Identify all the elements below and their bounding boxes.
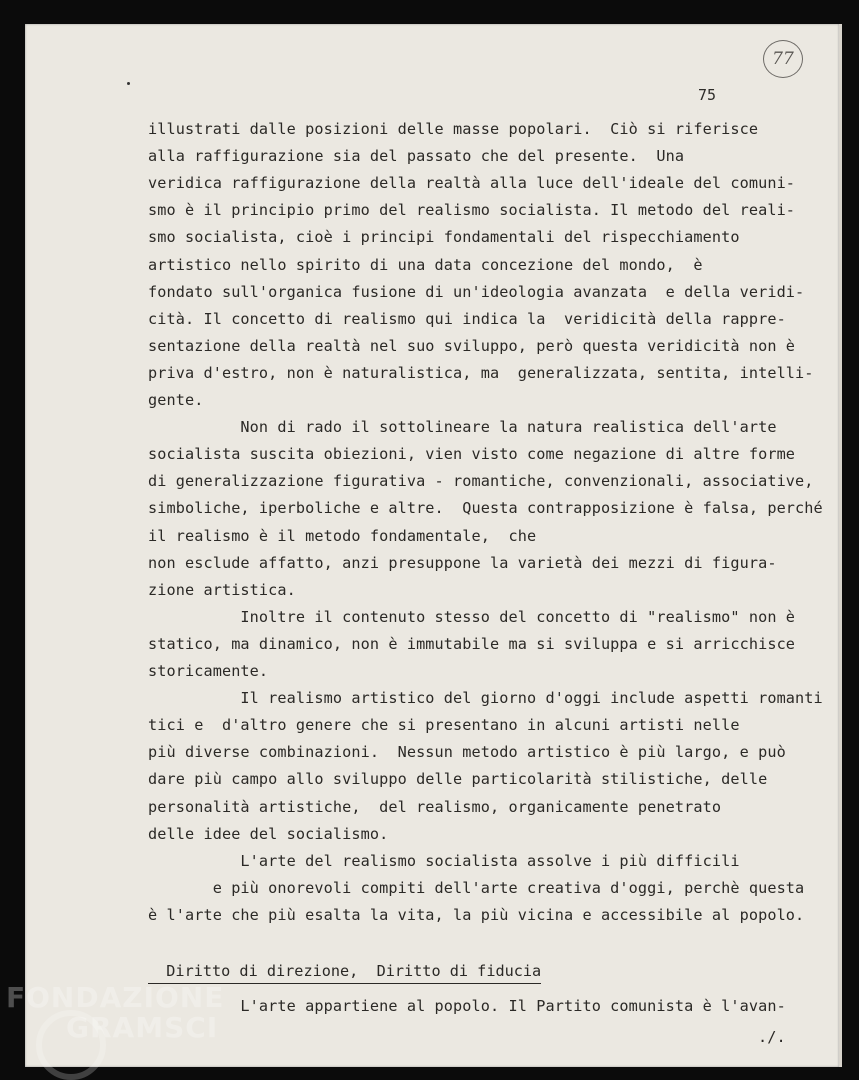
body-line: socialista suscita obiezioni, vien visto come negazione di altre forme — [148, 445, 796, 464]
body-line: il realismo è il metodo fondamentale, che — [148, 526, 537, 545]
page-number: 75 — [698, 86, 717, 104]
body-line: più diverse combinazioni. Nessun metodo artistico è più largo, e può — [148, 743, 786, 762]
margin-dots — [127, 82, 131, 94]
body-line: smo socialista, cioè i principi fondamentali del rispecchiamento — [148, 228, 749, 247]
body-line: gente. — [148, 391, 204, 409]
archive-number-stamp: 77 — [763, 40, 803, 78]
body-line: Il realismo artistico del giorno d'oggi include aspetti romanti — [148, 689, 823, 708]
body-line: personalità artistiche, del realismo, organicamente penetrato — [148, 797, 722, 816]
section-heading: Diritto di direzione, Diritto di fiducia — [148, 962, 541, 984]
body-line: Non di rado il sottolineare la natura realistica dell'arte — [148, 418, 777, 437]
body-line: illustrati dalle posizioni delle masse popolari. Ciò si riferisce — [148, 120, 759, 138]
closing-line: L'arte appartiene al popolo. Il Partito comunista è l'avan- — [148, 997, 786, 1015]
body-line: veridica raffigurazione della realtà alla luce dell'ideale del comuni- — [148, 174, 796, 193]
body-line: fondato sull'organica fusione di un'ideologia avanzata e della veridi- — [148, 282, 805, 301]
body-line: è l'arte che più esalta la vita, la più vicina e accessibile al popolo. — [148, 905, 805, 924]
body-line: sentazione della realtà nel suo sviluppo, però questa veridicità non è — [148, 336, 796, 355]
body-line: Inoltre il contenuto stesso del concetto di "realismo" non è — [148, 607, 796, 626]
body-line: di generalizzazione figurativa - romantiche, convenzionali, associative, — [148, 472, 814, 491]
body-line: e più onorevoli compiti dell'arte creativa d'oggi, perchè questa — [148, 878, 805, 897]
watermark-line-1: FONDAZIONE — [6, 981, 225, 1014]
body-line: tici e d'altro genere che si presentano in alcuni artisti nelle — [148, 716, 740, 735]
body-line: statico, ma dinamico, non è immutabile ma si sviluppa e si arricchisce — [148, 634, 796, 653]
body-line: non esclude affatto, anzi presuppone la varietà dei mezzi di figura- — [148, 553, 777, 572]
body-line: cità. Il concetto di realismo qui indica la veridicità della rappre- — [148, 309, 786, 328]
body-line: artistico nello spirito di una data concezione del mondo, è — [148, 255, 703, 274]
body-line: dare più campo allo sviluppo delle particolarità stilistiche, delle — [148, 770, 768, 789]
body-line: delle idee del socialismo. — [148, 824, 389, 843]
watermark-line-2: GRAMSCI — [66, 1011, 219, 1044]
watermark — [6, 981, 225, 1044]
body-line: alla raffigurazione sia del passato che del presente. Una — [148, 147, 694, 166]
body-line: zione artistica. — [148, 580, 296, 599]
body-line: simboliche, iperboliche e altre. Questa contrapposizione è falsa, perché — [148, 499, 823, 518]
body-line: priva d'estro, non è naturalistica, ma generalizzata, sentita, intelli- — [148, 363, 814, 382]
body-line: smo è il principio primo del realismo socialista. Il metodo del reali- — [148, 201, 796, 220]
body-line: L'arte del realismo socialista assolve i più difficili — [148, 851, 740, 870]
continuation-mark: ./. — [758, 1028, 786, 1046]
body-line: storicamente. — [148, 662, 269, 680]
